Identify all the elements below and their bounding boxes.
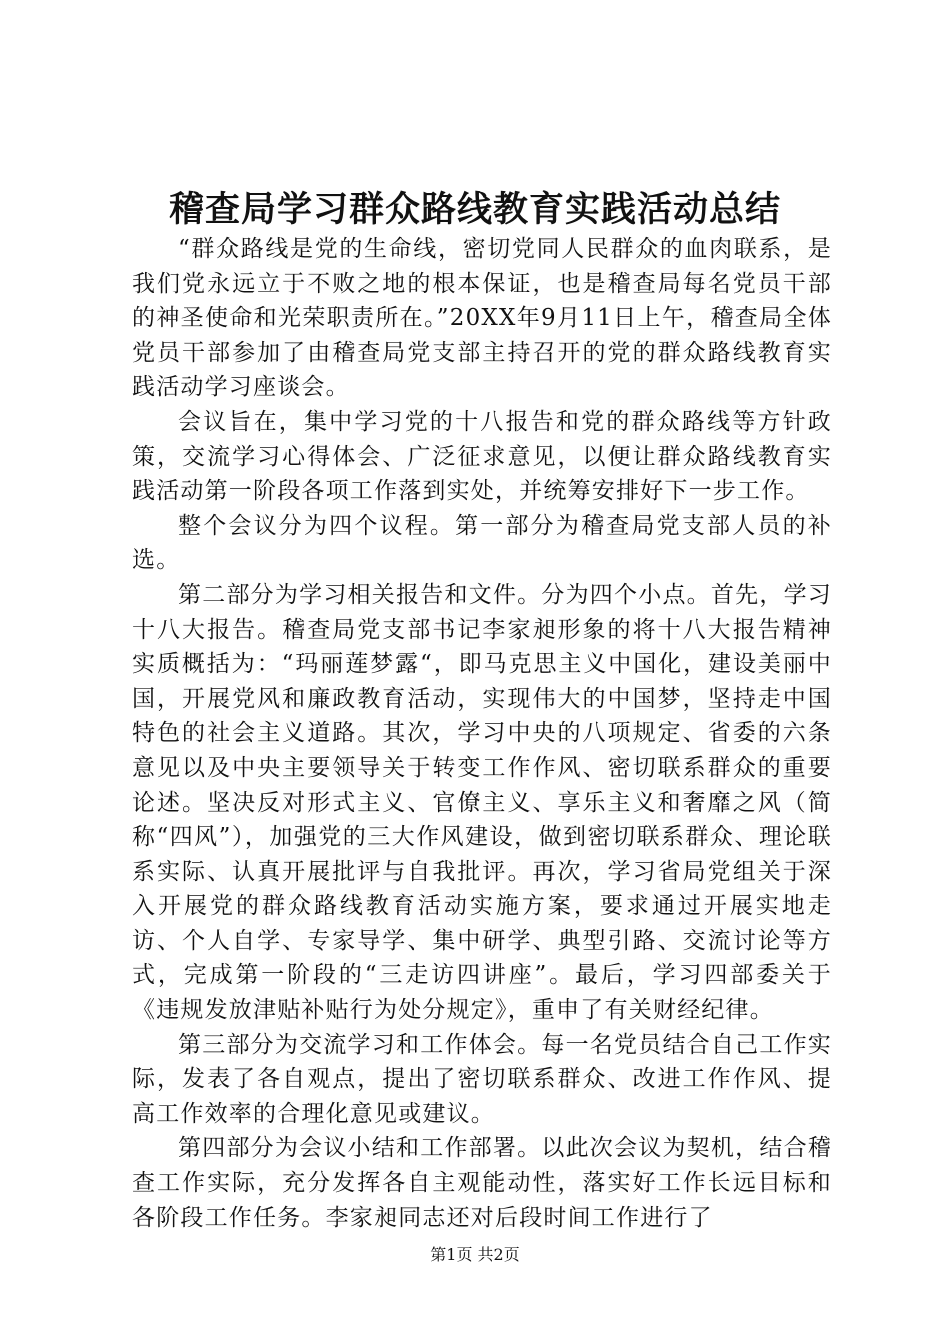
page-number-footer: 第1页 共2页 <box>430 1245 520 1264</box>
paragraph-6: 第四部分为会议小结和工作部署。以此次会议为契机，结合稽查工作实际，充分发挥各自主观能动性，落实好工作长远目标和各阶段工作任务。李家昶同志还对后段时间工作进行了 <box>132 1135 832 1231</box>
paragraph-1: “群众路线是党的生命线，密切党同人民群众的血肉联系，是我们党永远立于不败之地的根本保证，也是稽查局每名党员干部的神圣使命和光荣职责所在。”20XX年9月11日上午，稽查局全体党员干部参加了由稽查局党支部主持召开的党的群众路线教育实践活动学习座谈会。 <box>132 236 832 401</box>
paragraph-4: 第二部分为学习相关报告和文件。分为四个小点。首先，学习十八大报告。稽查局党支部书记李家昶形象的将十八大报告精神实质概括为：“玛丽莲梦露“，即马克思主义中国化，建设美丽中国，开展党风和廉政教育活动，实现伟大的中国梦，坚持走中国特色的社会主义道路。其次，学习中央的八项规定、省委的六条意见以及中央主要领导关于转变工作作风、密切联系群众的重要论述。坚决反对形式主义、官僚主义、享乐主义和奢靡之风（简称“四风”），加强党的三大作风建设，做到密切联系群众、理论联系实际、认真开展批评与自我批评。再次，学习省局党组关于深入开展党的群众路线教育活动实施方案，要求通过开展实地走访、个人自学、专家导学、集中研学、典型引路、交流讨论等方式，完成第一阶段的“三走访四讲座”。最后，学习四部委关于《违规发放津贴补贴行为处分规定》，重申了有关财经纪律。 <box>132 581 832 1024</box>
paragraph-2: 会议旨在，集中学习党的十八报告和党的群众路线等方针政策，交流学习心得体会、广泛征求意见，以便让群众路线教育实践活动第一阶段各项工作落到实处，并统筹安排好下一步工作。 <box>132 408 832 505</box>
document-body <box>132 232 832 1235</box>
document-title: 稽查局学习群众路线教育实践活动总结 <box>168 189 781 230</box>
paragraph-3: 整个会议分为四个议程。第一部分为稽查局党支部人员的补选。 <box>132 512 832 574</box>
paragraph-5: 第三部分为交流学习和工作体会。每一名党员结合自己工作实际，发表了各自观点，提出了密切联系群众、改进工作作风、提高工作效率的合理化意见或建议。 <box>132 1031 832 1127</box>
